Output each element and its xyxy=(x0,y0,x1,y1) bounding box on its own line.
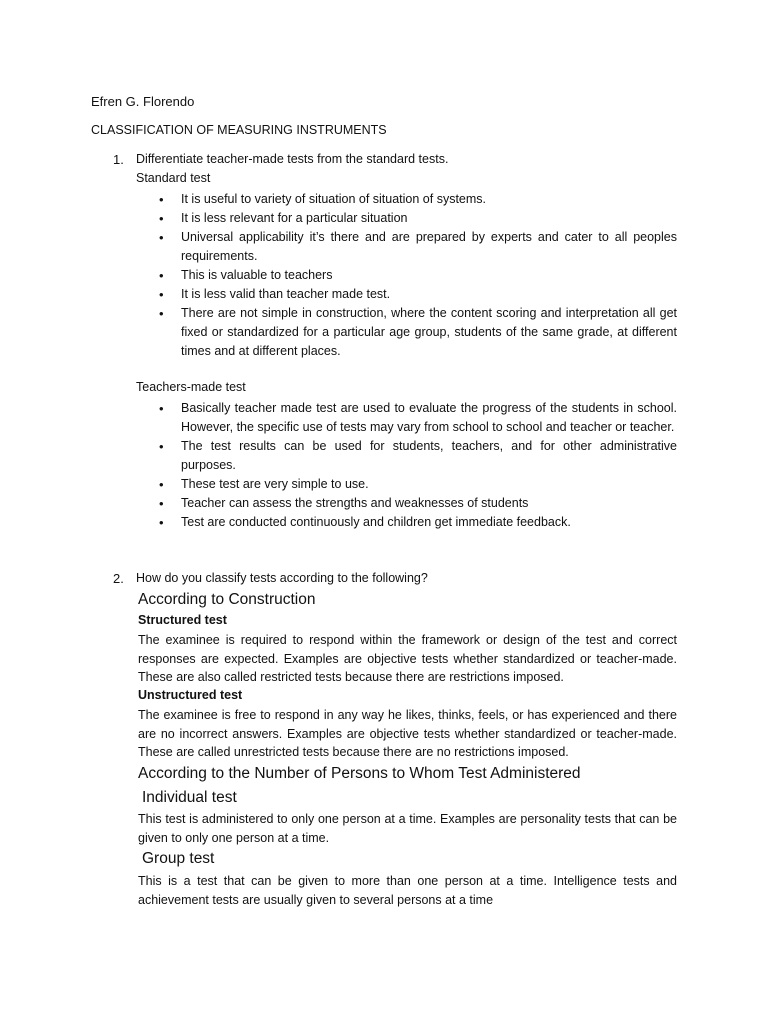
individual-test-heading: Individual test xyxy=(142,789,237,806)
persons-heading: According to the Number of Persons to Whom Test Administered xyxy=(138,765,581,782)
teacher-made-test-list xyxy=(159,399,677,532)
author-name: Efren G. Florendo xyxy=(91,94,195,109)
list-item: • This is valuable to teachers xyxy=(159,268,333,283)
bullet-icon: • xyxy=(159,192,164,207)
bullet-icon: • xyxy=(159,401,164,416)
document-title: CLASSIFICATION OF MEASURING INSTRUMENTS xyxy=(91,123,387,137)
teacher-made-test-heading: Teachers-made test xyxy=(136,380,246,394)
unstructured-test-heading: Unstructured test xyxy=(138,688,243,702)
list-item: • It is useful to variety of situation of situation of systems. xyxy=(159,192,486,207)
list-item: • There are not simple in construction, where the content scoring and interpretation all get fixed or standardized for a particular age group, students of the same grade, at different times and at different places. xyxy=(159,306,677,358)
list-item: • These test are very simple to use. xyxy=(159,477,369,492)
standard-test-list xyxy=(159,190,677,361)
question-2-number: 2. xyxy=(113,571,124,586)
group-test-heading: Group test xyxy=(142,850,215,867)
bullet-icon: • xyxy=(159,230,164,245)
bullet-icon: • xyxy=(159,477,164,492)
unstructured-test-text: The examinee is free to respond in any way he likes, thinks, feels, or has experienced and there are no incorrect answers. Examples are objective tests whether standardized or teacher-made. These are called unrestricted tests because there are no restrictions imposed. xyxy=(138,708,677,759)
bullet-icon: • xyxy=(159,306,164,321)
construction-heading: According to Construction xyxy=(138,591,316,608)
list-item: • It is less valid than teacher made test. xyxy=(159,287,391,302)
bullet-icon: • xyxy=(159,287,164,302)
standard-test-heading: Standard test xyxy=(136,171,211,185)
list-item: • Universal applicability it’s there and are prepared by experts and cater to all peoples requirements. xyxy=(159,230,677,263)
question-1-text: Differentiate teacher-made tests from the standard tests. xyxy=(136,152,449,166)
group-test-text: This is a test that can be given to more than one person at a time. Intelligence tests and achievement tests are usually given to several persons at a time xyxy=(138,874,677,907)
list-item: • Test are conducted continuously and children get immediate feedback. xyxy=(159,515,571,530)
question-1-number: 1. xyxy=(113,152,124,167)
structured-test-text: The examinee is required to respond within the framework or design of the test and correct responses are expected. Examples are objective tests whether standardized or teacher-made. These are also called restricted tests because there are restrictions imposed. xyxy=(138,633,677,684)
bullet-icon: • xyxy=(159,211,164,226)
bullet-icon: • xyxy=(159,515,164,530)
bullet-icon: • xyxy=(159,496,164,511)
bullet-icon: • xyxy=(159,268,164,283)
bullet-icon: • xyxy=(159,439,164,454)
individual-test-text: This test is administered to only one person at a time. Examples are personality tests that can be given to only one person at a time. xyxy=(138,812,677,845)
list-item: • Teacher can assess the strengths and weaknesses of students xyxy=(159,496,529,511)
structured-test-heading: Structured test xyxy=(138,613,227,627)
list-item: • Basically teacher made test are used to evaluate the progress of the students in school. However, the specific use of tests may vary from school to school and teacher or teacher. xyxy=(159,401,677,434)
list-item: • The test results can be used for students, teachers, and for other administrative purposes. xyxy=(159,439,677,472)
question-2-text: How do you classify tests according to the following? xyxy=(136,571,428,585)
list-item: • It is less relevant for a particular situation xyxy=(159,211,408,226)
